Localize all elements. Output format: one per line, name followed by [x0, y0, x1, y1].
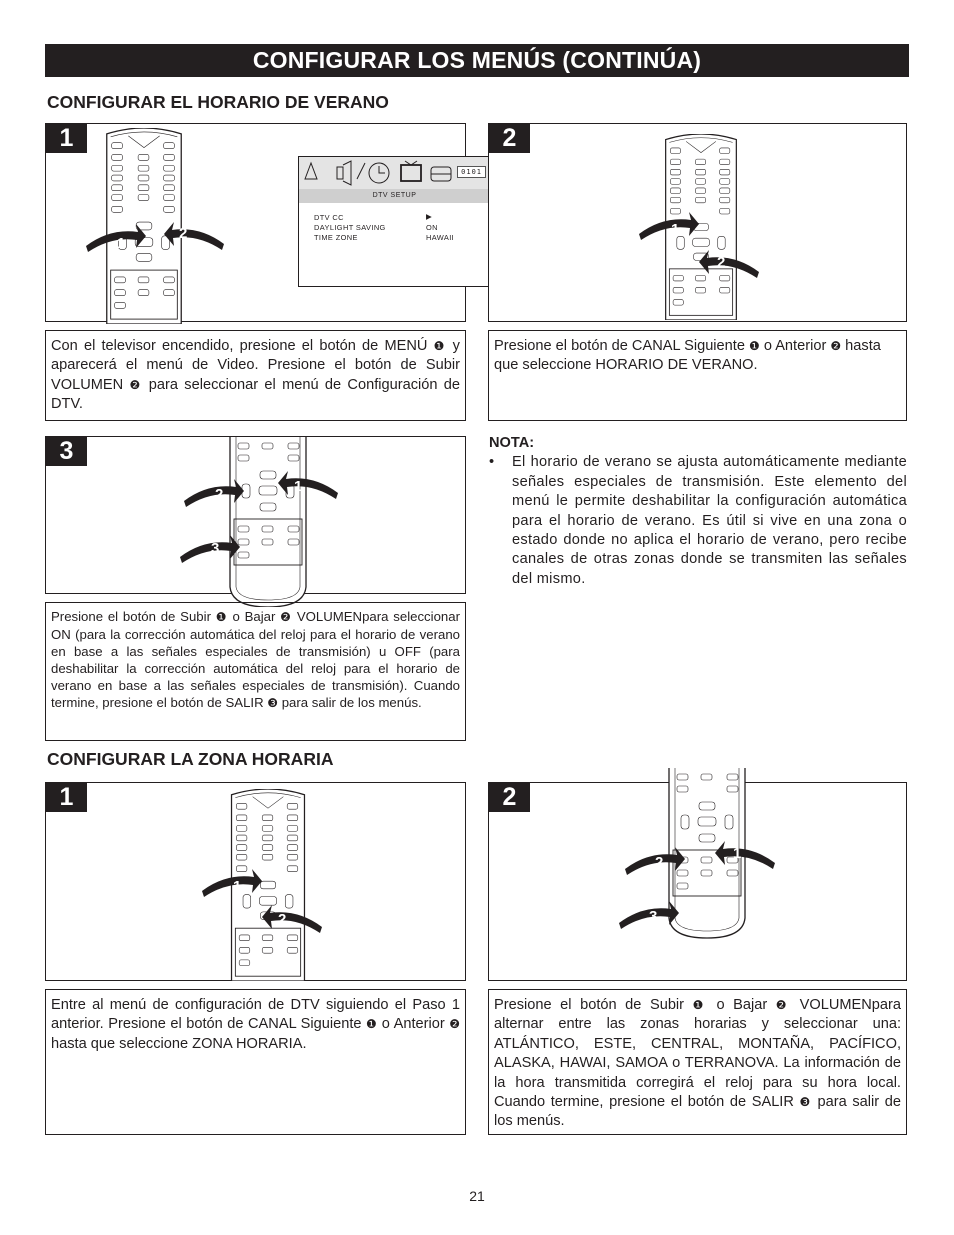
channel-code: 0101	[457, 166, 486, 178]
dst-step1-panel	[45, 123, 482, 322]
arrow-label: 1	[294, 478, 303, 495]
note-body: • El horario de verano se ajusta automáticamente mediante señales especiales de transmisión. Este elemento del menú le permite deshabilitar la configuración automática para el horario de verano. Es útil si vive en una zona o estado donde no aplica el horario de verano, pero recibe canales de otras zonas donde se transmiten las señales del mismo.	[489, 454, 907, 587]
osd-header: DTV SETUP	[299, 189, 490, 203]
note-bullet: •	[489, 454, 495, 471]
step-number: 2	[489, 124, 530, 153]
remote-illustration	[46, 783, 467, 982]
arrow-label: 2	[717, 254, 726, 271]
arrow-label: 1	[671, 221, 680, 238]
remote-illustration	[489, 783, 908, 982]
dst-step2-panel	[488, 123, 907, 322]
arrow-label: 2	[179, 225, 188, 242]
arrow-label: 3	[211, 540, 220, 557]
remote-illustration	[489, 124, 908, 323]
osd-value-arrow: ▶	[426, 212, 433, 221]
step-number: 1	[46, 783, 87, 812]
arrow-label: 2	[655, 854, 664, 871]
osd-row-daylight: DAYLIGHT SAVING	[314, 223, 386, 232]
note	[489, 434, 907, 589]
arrow-label: 1	[117, 235, 126, 252]
osd-icon-bar	[299, 157, 490, 189]
dtv-setup-screen	[298, 156, 491, 287]
arrow-label: 1	[233, 878, 242, 895]
section-title-timezone: CONFIGURAR LA ZONA HORARIA	[47, 749, 334, 769]
dst-step1-text: Con el televisor encendido, presione el botón de MENÚ ❶ y aparecerá el menú de Video. Presione el botón de Subir VOLUMEN ❷ para seleccionar el menú de Configuración de DTV.	[45, 330, 466, 421]
tz-step1-text: Entre al menú de configuración de DTV siguiendo el Paso 1 anterior. Presione el botón de CANAL Siguiente ❶ o Anterior ❷ hasta que seleccione ZONA HORARIA.	[45, 989, 466, 1135]
remote-illustration	[46, 437, 467, 595]
arrow-label: 2	[278, 911, 287, 928]
osd-row-dtv-cc: DTV CC	[314, 213, 344, 222]
dst-step2-text: Presione el botón de CANAL Siguiente ❶ o Anterior ❷ hasta que seleccione HORARIO DE VERANO.	[488, 330, 907, 421]
page-number: 21	[469, 1188, 485, 1204]
arrow-label: 1	[733, 845, 742, 862]
tz-step2-text: Presione el botón de Subir ❶ o Bajar ❷ VOLUMENpara alternar entre las zonas horarias y seleccionar una: ATLÁNTICO, ESTE, CENTRAL, MONTAÑA, PACÍFICO, ALASKA, HAWAI, SAMOA o TERRANOVA. La información de la hora transmitida corregirá el reloj para su hora local. Cuando termine, presione el botón de SALIR ❸ para salir de los menús.	[488, 989, 907, 1135]
dst-step3-panel	[45, 436, 466, 594]
step-number: 2	[489, 783, 530, 812]
section-title-dst: CONFIGURAR EL HORARIO DE VERANO	[47, 92, 389, 112]
menu-icons	[299, 157, 459, 189]
step-number: 1	[46, 124, 87, 153]
arrow-label: 2	[215, 486, 224, 503]
osd-value-on: ON	[426, 223, 438, 232]
tz-step2-panel	[488, 782, 907, 981]
note-title: NOTA:	[489, 435, 535, 451]
osd-row-timezone: TIME ZONE	[314, 233, 358, 242]
arrow-label: 3	[649, 908, 658, 925]
dst-step3-text: Presione el botón de Subir ❶ o Bajar ❷ VOLUMENpara seleccionar ON (para la corrección automática del reloj para el horario de verano en base a las señales especiales de transmisión) u OFF (para deshabilitar la corrección automática del reloj para el horario de verano en base a las señales especiales de transmisión). Cuando termine, presione el botón de SALIR ❸ para salir de los menús.	[45, 602, 466, 741]
step-number: 3	[46, 437, 87, 466]
tz-step1-panel	[45, 782, 466, 981]
page-banner: CONFIGURAR LOS MENÚS (CONTINÚA)	[45, 44, 909, 77]
osd-value-hawaii: HAWAII	[426, 233, 455, 242]
